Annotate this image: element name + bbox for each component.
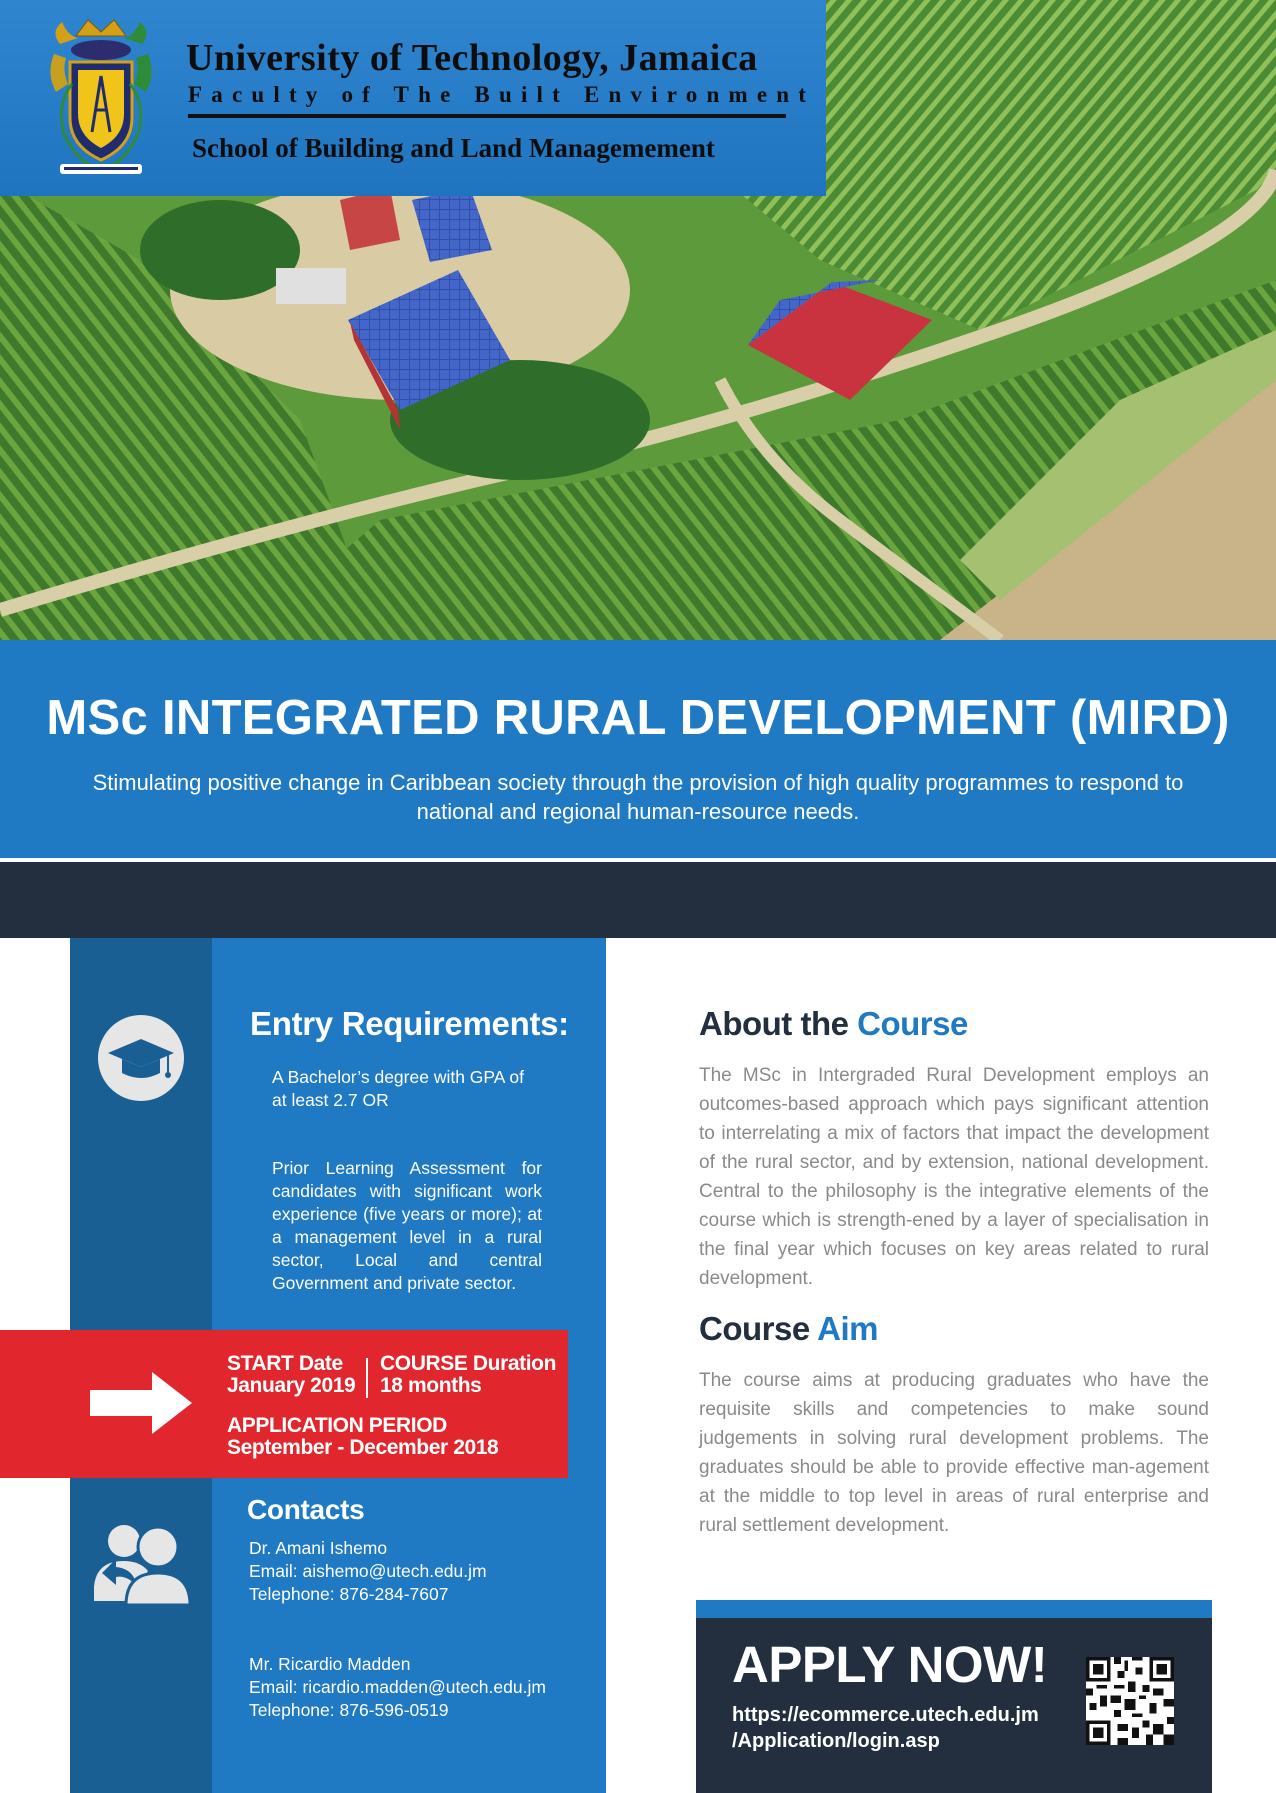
contact-phone: Telephone: 876-284-7607 [249, 1584, 449, 1604]
contact-name: Dr. Amani Ishemo [249, 1538, 388, 1558]
course-duration-value: 18 months [380, 1374, 482, 1397]
about-heading-prefix: About the [699, 1005, 858, 1042]
application-period-label: APPLICATION PERIOD [227, 1414, 447, 1437]
contacts-heading: Contacts [247, 1494, 365, 1525]
apply-url-line-1[interactable]: https://ecommerce.utech.edu.jm [732, 1704, 1039, 1726]
about-course-text: The MSc in Intergraded Rural Development employs an outcomes-based approach which pays significant attention to interrelating a mix of factors that impact the development of the rural sector, and by extension, national development. Central to the philosophy is the integrative elements of the course which is strength-ened by a layer of specialisation in the final year which focuses on key areas related to rural development. [699, 1065, 1209, 1289]
university-name: University of Technology, Jamaica [186, 37, 758, 79]
course-duration-label: COURSE Duration [380, 1352, 557, 1375]
dates-divider [366, 1358, 368, 1398]
contact-email[interactable]: Email: aishemo@utech.edu.jm [249, 1561, 487, 1581]
dark-band [0, 862, 1276, 938]
apply-now-heading: APPLY NOW! [732, 1636, 1048, 1693]
aim-heading-accent: Aim [817, 1310, 878, 1347]
contact-phone: Telephone: 876-596-0519 [249, 1700, 449, 1720]
entry-requirements-heading: Entry Requirements: [250, 1005, 569, 1042]
application-period-value: September - December 2018 [227, 1436, 499, 1459]
about-course-heading [699, 1005, 968, 1043]
course-aim-text: The course aims at producing graduates who have the requisite skills and competencies to make sound judgements in solving rural development problems. The graduates should be able to provide effective man-agement at the middle to top level in areas of rural enterprise and rural settlement development. [699, 1370, 1209, 1536]
qr-code-icon[interactable] [1086, 1657, 1174, 1745]
course-aim-heading [699, 1310, 878, 1348]
start-date-value: January 2019 [227, 1374, 356, 1397]
faculty-name: Faculty of The Built Environment [188, 82, 816, 107]
arrow-right-icon [90, 1372, 192, 1434]
entry-requirement-prior-learning: Prior Learning Assessment for candidates with significant work experience (five years or more); at a management level in a rural sector, Local and central Government and private sector. [272, 1158, 542, 1293]
graduation-cap-icon [98, 1015, 184, 1101]
about-heading-accent: Course [857, 1005, 968, 1042]
programme-tagline: Stimulating positive change in Caribbean society through the provision of high quality programmes to respond to national and regional human-resource needs. [92, 770, 1184, 824]
contact-email[interactable]: Email: ricardio.madden@utech.edu.jm [249, 1677, 546, 1697]
school-name: School of Building and Land Managemement [192, 133, 715, 163]
aim-heading-prefix: Course [699, 1310, 818, 1347]
entry-requirement-degree: A Bachelor’s degree with GPA of at least 2.7 OR [272, 1067, 524, 1110]
apply-accent-bar [696, 1600, 1212, 1618]
contact-card [249, 1653, 546, 1722]
contact-name: Mr. Ricardio Madden [249, 1654, 411, 1674]
apply-url-line-2[interactable]: /Application/login.asp [732, 1730, 940, 1752]
header-divider [188, 114, 786, 118]
contact-card [249, 1537, 487, 1606]
users-icon [90, 1515, 194, 1607]
programme-title: MSc INTEGRATED RURAL DEVELOPMENT (MIRD) [46, 691, 1230, 745]
university-crest-icon [42, 14, 160, 180]
start-date-label: START Date [227, 1352, 343, 1375]
